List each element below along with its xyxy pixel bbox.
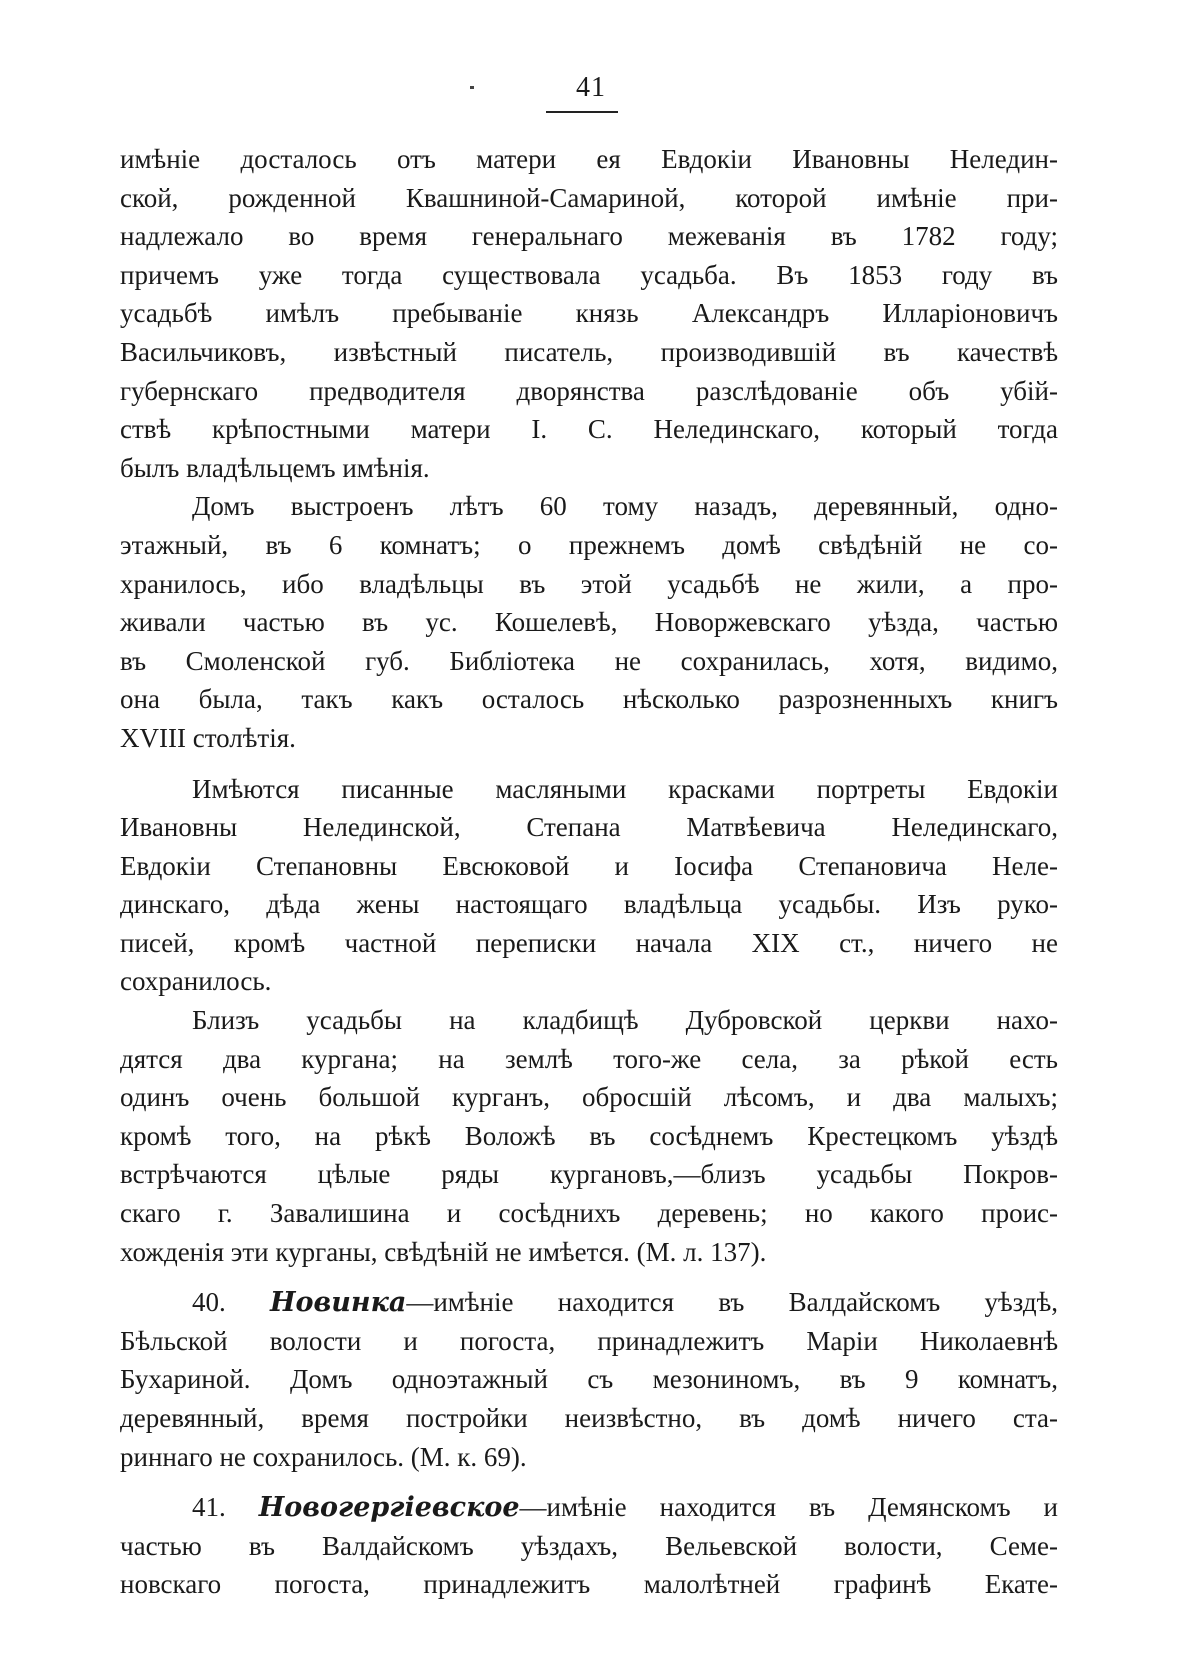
text-line: Ивановны Нелединской, Степана Матвѣевича Нелединскаго, <box>120 812 1058 843</box>
text-line: Близъ усадьбы на кладбищѣ Дубровской церкви нахо- <box>192 1005 1058 1036</box>
text-line: одинъ очень большой курганъ, обросшій лѣсомъ, и два малыхъ; <box>120 1082 1058 1113</box>
entry-text: —имѣніе находится въ Валдайскомъ уѣздѣ, <box>406 1287 1059 1318</box>
text-line: причемъ уже тогда существовала усадьба. Въ 1853 году въ <box>120 259 1058 290</box>
entry-40-heading-line <box>120 1283 1058 1322</box>
entry-41-heading-line <box>120 1488 1058 1527</box>
text-line: усадьбѣ имѣлъ пребываніе князь Александръ Илларіоновичъ <box>120 298 1058 329</box>
text-line: губернскаго предводителя дворянства разслѣдованіе объ убій- <box>120 375 1058 406</box>
text-line: Домъ выстроенъ лѣтъ 60 тому назадъ, деревянный, одно- <box>192 491 1058 522</box>
text-line: былъ владѣльцемъ имѣнія. <box>120 452 430 483</box>
page-number: 41 <box>576 72 606 103</box>
text-line: надлежало во время генеральнаго межеванія въ 1782 году; <box>120 221 1058 252</box>
entry-name-novogergievskoe: Новогергіевское <box>258 1492 520 1524</box>
text-line: дятся два кургана; на землѣ того-же села, за рѣкой есть <box>120 1043 1058 1074</box>
text-line: живали частью въ ус. Кошелевѣ, Новоржевскаго уѣзда, частью <box>120 607 1058 638</box>
text-line: динскаго, дѣда жены настоящаго владѣльца усадьбы. Изъ руко- <box>120 889 1058 920</box>
entry-number: 41. <box>192 1492 226 1523</box>
text-line: Бѣльской волости и погоста, принадлежитъ Маріи Николаевнѣ <box>120 1325 1058 1356</box>
text-line: этажный, въ 6 комнатъ; о прежнемъ домѣ свѣдѣній не со- <box>120 529 1058 560</box>
text-line: риннаго не сохранилось. (М. к. 69). <box>120 1441 527 1472</box>
text-line: хранилось, ибо владѣльцы въ этой усадьбѣ не жили, а про- <box>120 568 1058 599</box>
text-line: кромѣ того, на рѣкѣ Воложѣ въ сосѣднемъ Крестецкомъ уѣздѣ <box>120 1120 1058 1151</box>
text-line: встрѣчаются цѣлые ряды кургановъ,—близъ усадьбы Покров- <box>120 1159 1058 1190</box>
text-line: Имѣются писанные масляными красками портреты Евдокіи <box>192 773 1058 804</box>
text-line: сохранилось. <box>120 966 272 997</box>
text-line: Васильчиковъ, извѣстный писатель, производившій въ качествѣ <box>120 336 1058 367</box>
text-line: ской, рожденной Квашниной-Самариной, которой имѣніе при- <box>120 182 1058 213</box>
entry-name-novinka: Новинка <box>270 1287 407 1319</box>
text-line: Евдокіи Степановны Евсюковой и Іосифа Степановича Неле- <box>120 850 1058 881</box>
text-line: XVIII столѣтія. <box>120 722 296 753</box>
text-line: Бухариной. Домъ одноэтажный съ мезониномъ, въ 9 комнатъ, <box>120 1364 1058 1395</box>
text-line: новскаго погоста, принадлежитъ малолѣтней графинѣ Екате- <box>120 1569 1058 1600</box>
text-line: хожденія эти курганы, свѣдѣній не имѣется. (М. л. 137). <box>120 1236 767 1267</box>
entry-number: 40. <box>192 1287 226 1318</box>
text-line: писей, кромѣ частной переписки начала XIX ст., ничего не <box>120 927 1058 958</box>
text-line: имѣніе досталось отъ матери ея Евдокіи Ивановны Неледин- <box>120 144 1058 174</box>
text-line: деревянный, время постройки неизвѣстно, въ домѣ ничего ста- <box>120 1403 1058 1433</box>
text-line: частью въ Валдайскомъ уѣздахъ, Вельевской волости, Семе- <box>120 1530 1058 1561</box>
text-line: въ Смоленской губ. Библіотека не сохранилась, хотя, видимо, <box>120 645 1058 676</box>
text-line: скаго г. Завалишина и сосѣднихъ деревень; но какого проис- <box>120 1198 1058 1229</box>
text-line: она была, такъ какъ осталось нѣсколько разрозненныхъ книгъ <box>120 684 1058 715</box>
text-line: ствѣ крѣпостными матери І. С. Нелединскаго, который тогда <box>120 414 1058 445</box>
entry-text: —имѣніе находится въ Демянскомъ и <box>519 1492 1058 1523</box>
body-text <box>120 140 1058 1604</box>
page-number-underline <box>546 111 618 113</box>
